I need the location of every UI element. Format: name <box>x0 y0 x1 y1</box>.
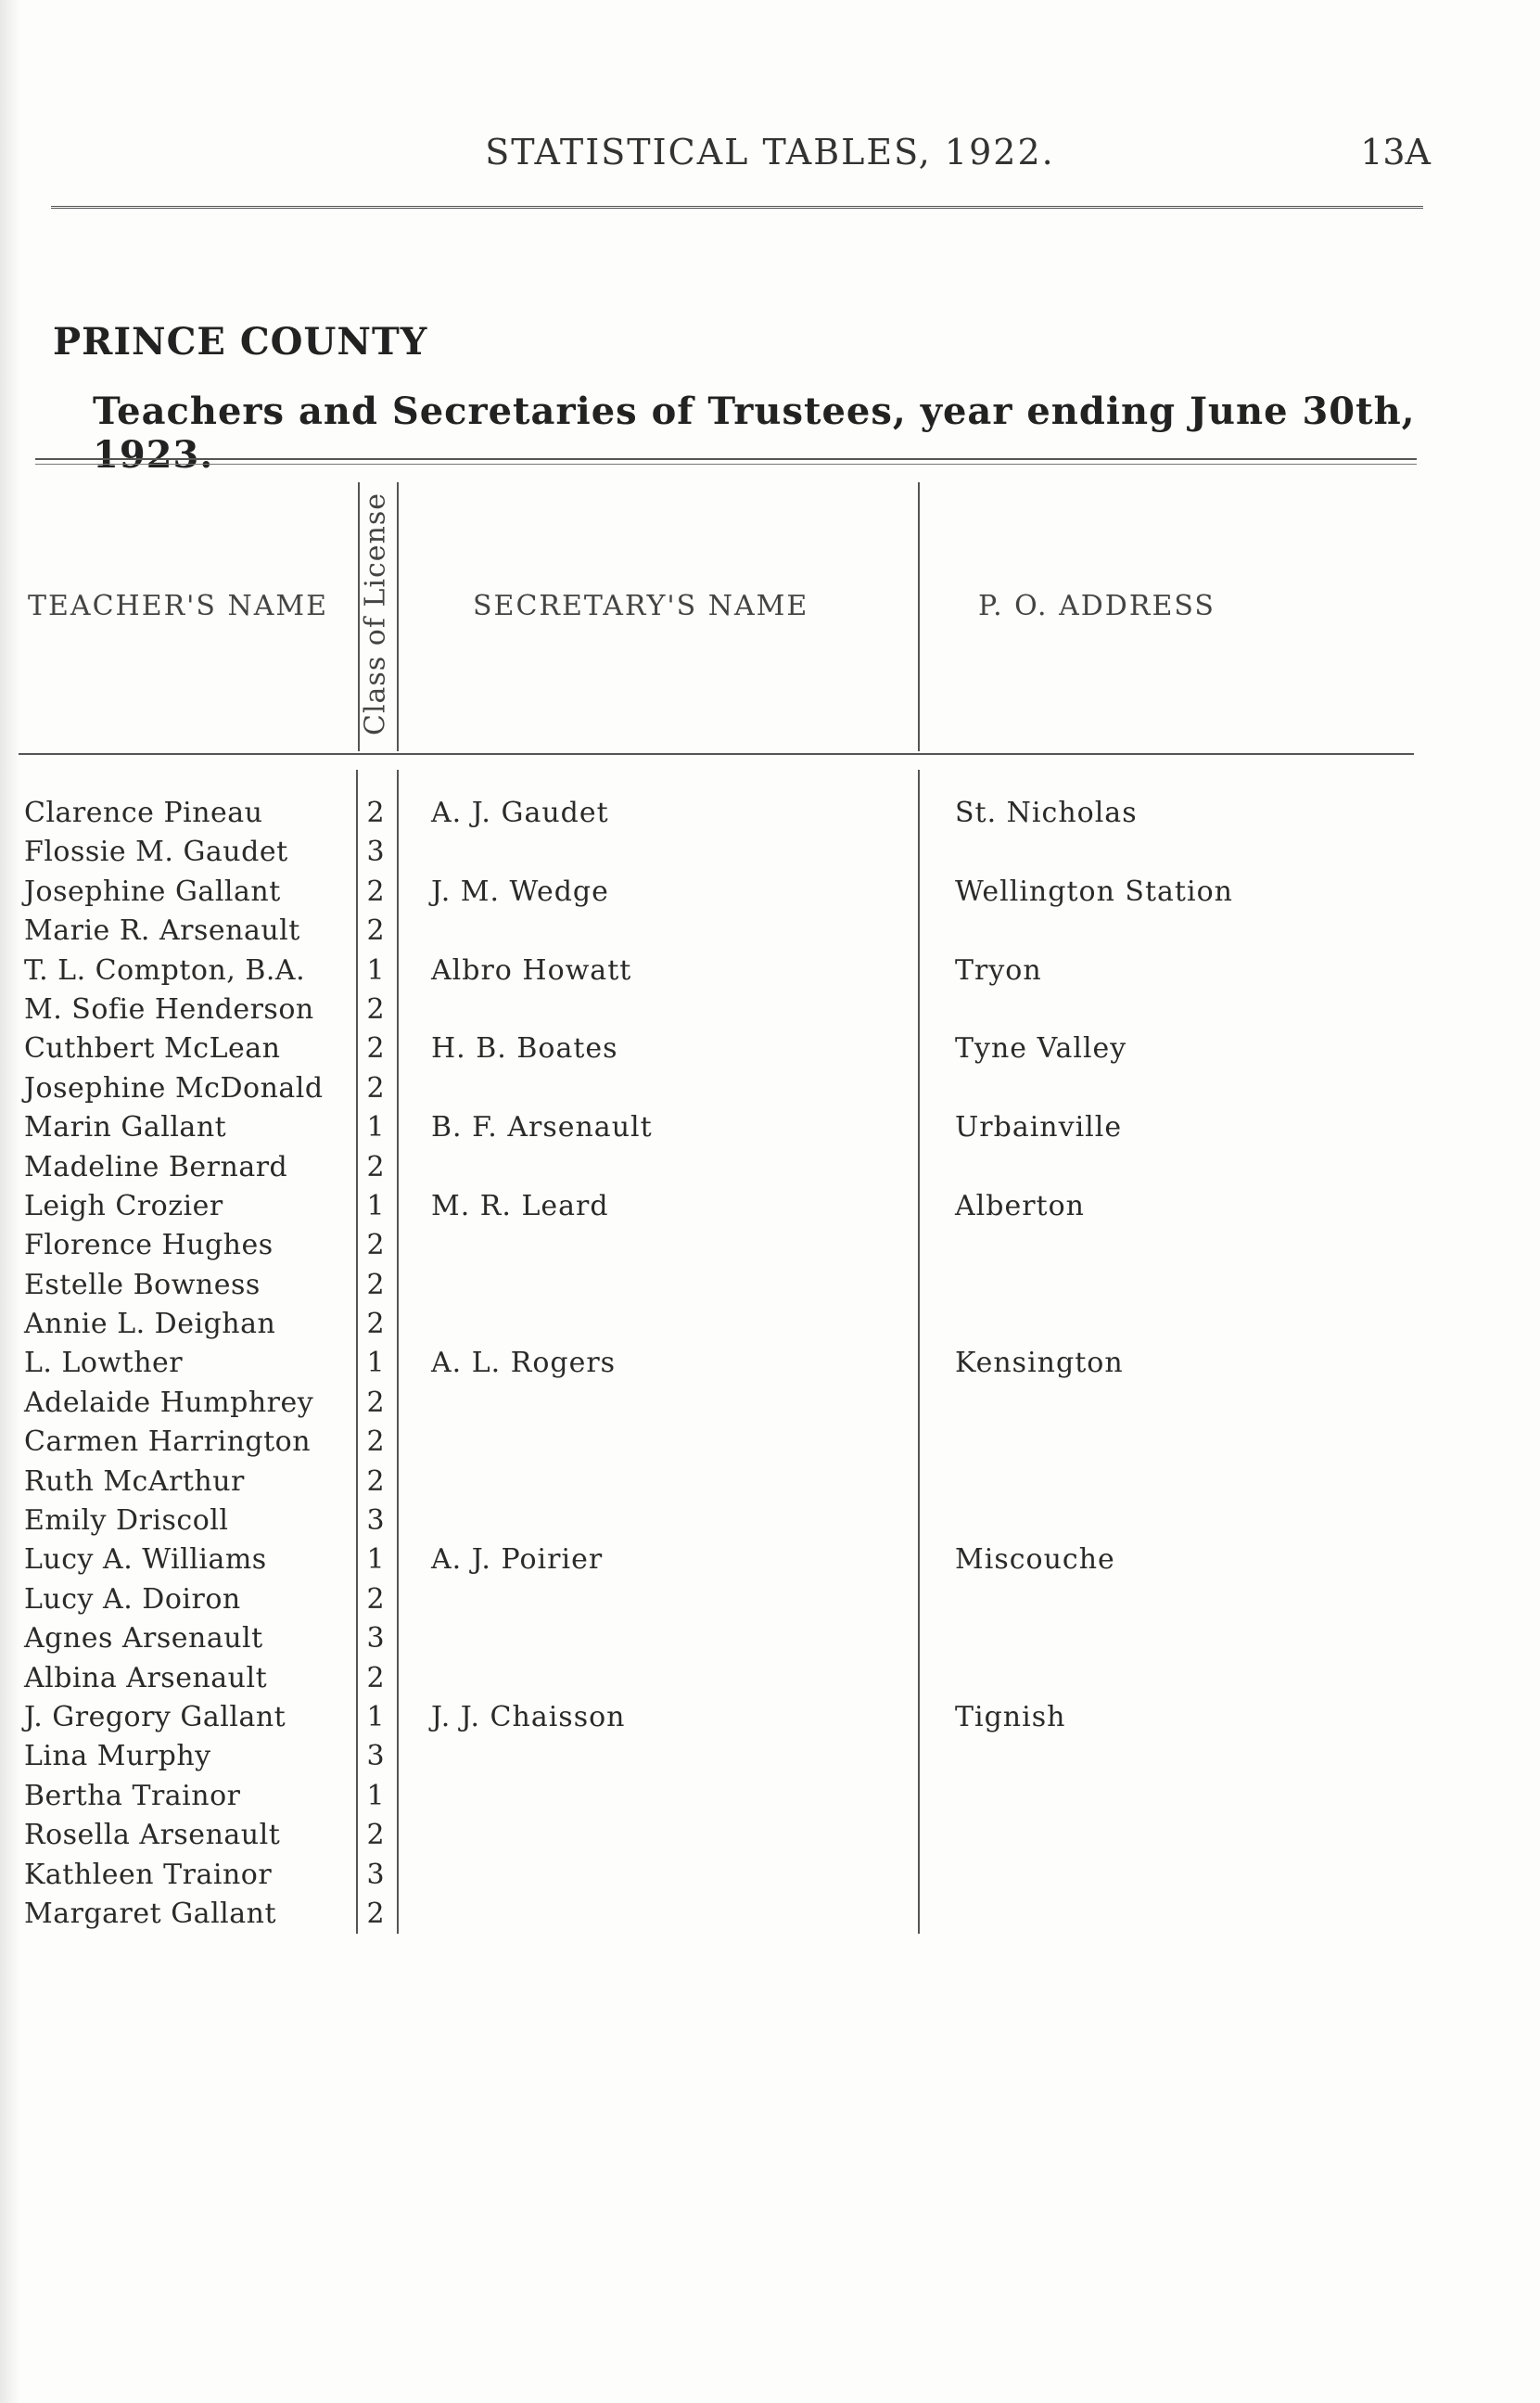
table-row <box>0 1266 1540 1305</box>
teacher-name-cell: Flossie M. Gaudet <box>24 836 288 869</box>
table-row <box>0 1187 1540 1226</box>
table-row <box>0 1069 1540 1108</box>
secretary-name-cell: J. M. Wedge <box>431 875 609 908</box>
po-address-cell: Tryon <box>955 953 1042 987</box>
teacher-name-cell: Florence Hughes <box>24 1229 274 1262</box>
table-row <box>0 1580 1540 1619</box>
table-row <box>0 1737 1540 1776</box>
table-row <box>0 1384 1540 1423</box>
teacher-name-cell: Ruth McArthur <box>24 1464 245 1498</box>
teacher-name-cell: M. Sofie Henderson <box>24 992 314 1026</box>
table-row <box>0 873 1540 912</box>
license-class-cell: 2 <box>366 1582 385 1616</box>
teacher-name-cell: Cuthbert McLean <box>24 1032 281 1066</box>
table-row <box>0 1108 1540 1147</box>
teacher-name-cell: Kathleen Trainor <box>24 1858 273 1891</box>
teacher-name-cell: T. L. Compton, B.A. <box>24 953 306 987</box>
secretary-name-header: SECRETARY'S NAME <box>473 590 809 622</box>
secretary-name-cell: Albro Howatt <box>431 953 632 987</box>
teacher-name-cell: Josephine Gallant <box>24 875 281 908</box>
po-address-cell: Wellington Station <box>955 875 1233 908</box>
table-row <box>0 794 1540 833</box>
license-class-cell: 1 <box>366 1779 385 1812</box>
secretary-name-cell: B. F. Arsenault <box>431 1111 653 1144</box>
po-address-cell: Tignish <box>955 1700 1066 1733</box>
secretary-name-cell: A. J. Poirier <box>431 1543 604 1577</box>
license-class-cell: 2 <box>366 875 385 908</box>
teacher-name-cell: Lucy A. Williams <box>24 1543 267 1577</box>
secretary-name-cell: J. J. Chaisson <box>431 1700 626 1733</box>
license-class-cell: 2 <box>366 992 385 1026</box>
class-of-license-header: Class of License <box>359 492 392 736</box>
table-row <box>0 1344 1540 1383</box>
table-row <box>0 912 1540 951</box>
teacher-name-cell: Carmen Harrington <box>24 1425 312 1459</box>
teacher-name-cell: Adelaide Humphrey <box>24 1386 314 1419</box>
teacher-name-cell: Annie L. Deighan <box>24 1308 276 1341</box>
column-divider <box>918 482 920 751</box>
table-row <box>0 1816 1540 1855</box>
license-class-cell: 1 <box>366 1111 385 1144</box>
table-row <box>0 1540 1540 1579</box>
license-class-cell: 2 <box>366 1464 385 1498</box>
table-row <box>0 1029 1540 1068</box>
secretary-name-cell: M. R. Leard <box>431 1189 609 1222</box>
license-class-cell: 2 <box>366 1229 385 1262</box>
teacher-name-cell: Madeline Bernard <box>24 1150 288 1183</box>
teacher-name-cell: Marin Gallant <box>24 1111 227 1144</box>
po-address-header: P. O. ADDRESS <box>978 590 1215 622</box>
teacher-name-cell: L. Lowther <box>24 1347 184 1380</box>
teacher-name-cell: Bertha Trainor <box>24 1779 241 1812</box>
po-address-cell: Alberton <box>955 1189 1085 1222</box>
license-class-cell: 3 <box>366 1504 385 1538</box>
license-class-cell: 1 <box>366 1189 385 1222</box>
teacher-name-cell: Emily Driscoll <box>24 1504 229 1538</box>
po-address-cell: Urbainville <box>955 1111 1123 1144</box>
license-class-cell: 2 <box>366 1897 385 1930</box>
table-row <box>0 833 1540 872</box>
table-top-rule <box>35 458 1417 465</box>
table-row <box>0 1698 1540 1737</box>
teacher-name-cell: Agnes Arsenault <box>24 1622 263 1655</box>
table-row <box>0 1226 1540 1265</box>
table-subtitle: Teachers and Secretaries of Trustees, year ending June 30th, 1923. <box>93 390 1416 477</box>
teacher-name-cell: J. Gregory Gallant <box>24 1700 286 1733</box>
license-class-cell: 2 <box>366 1819 385 1852</box>
license-class-cell: 2 <box>366 1661 385 1694</box>
table-row <box>0 1856 1540 1895</box>
teacher-name-cell: Clarence Pineau <box>24 797 263 829</box>
table-row <box>0 1423 1540 1462</box>
license-class-cell: 2 <box>366 1150 385 1183</box>
license-class-cell: 2 <box>366 1071 385 1105</box>
license-class-cell: 1 <box>366 1700 385 1733</box>
table-row <box>0 1502 1540 1540</box>
license-class-cell: 2 <box>366 1032 385 1066</box>
table-row <box>0 1895 1540 1934</box>
teacher-name-cell: Rosella Arsenault <box>24 1819 281 1852</box>
license-class-cell: 3 <box>366 1858 385 1891</box>
license-class-cell: 2 <box>366 914 385 948</box>
running-title: STATISTICAL TABLES, 1922. <box>485 132 1055 173</box>
table-row <box>0 1305 1540 1344</box>
license-class-cell: 2 <box>366 797 385 829</box>
page-number: 13A <box>1360 132 1431 173</box>
teacher-name-cell: Lucy A. Doiron <box>24 1582 241 1616</box>
header-bottom-rule <box>19 753 1414 755</box>
license-class-cell: 1 <box>366 953 385 987</box>
secretary-name-cell: A. J. Gaudet <box>431 797 609 829</box>
teacher-name-cell: Lina Murphy <box>24 1740 211 1773</box>
po-address-cell: St. Nicholas <box>955 797 1138 829</box>
table-row <box>0 1148 1540 1187</box>
table-row <box>0 1463 1540 1502</box>
teacher-name-cell: Leigh Crozier <box>24 1189 223 1222</box>
header-rule <box>51 206 1423 212</box>
teacher-name-header: TEACHER'S NAME <box>28 590 329 622</box>
teachers-table-body <box>0 794 1540 1934</box>
po-address-cell: Kensington <box>955 1347 1124 1380</box>
license-class-cell: 1 <box>366 1543 385 1577</box>
table-row <box>0 1659 1540 1698</box>
teacher-name-cell: Josephine McDonald <box>24 1071 324 1105</box>
county-heading: PRINCE COUNTY <box>53 320 428 364</box>
license-class-cell: 2 <box>366 1308 385 1341</box>
teacher-name-cell: Albina Arsenault <box>24 1661 268 1694</box>
table-row <box>0 952 1540 991</box>
secretary-name-cell: H. B. Boates <box>431 1032 618 1066</box>
table-row <box>0 991 1540 1029</box>
secretary-name-cell: A. L. Rogers <box>431 1347 617 1380</box>
license-class-cell: 3 <box>366 1622 385 1655</box>
table-row <box>0 1777 1540 1816</box>
teacher-name-cell: Estelle Bowness <box>24 1268 261 1301</box>
license-class-cell: 3 <box>366 1740 385 1773</box>
license-class-cell: 2 <box>366 1268 385 1301</box>
column-divider <box>397 482 399 751</box>
po-address-cell: Tyne Valley <box>955 1032 1127 1066</box>
license-class-cell: 3 <box>366 836 385 869</box>
license-class-cell: 2 <box>366 1386 385 1419</box>
table-row <box>0 1619 1540 1658</box>
po-address-cell: Miscouche <box>955 1543 1115 1577</box>
teacher-name-cell: Margaret Gallant <box>24 1897 277 1930</box>
license-class-cell: 2 <box>366 1425 385 1459</box>
license-class-cell: 1 <box>366 1347 385 1380</box>
teacher-name-cell: Marie R. Arsenault <box>24 914 300 948</box>
